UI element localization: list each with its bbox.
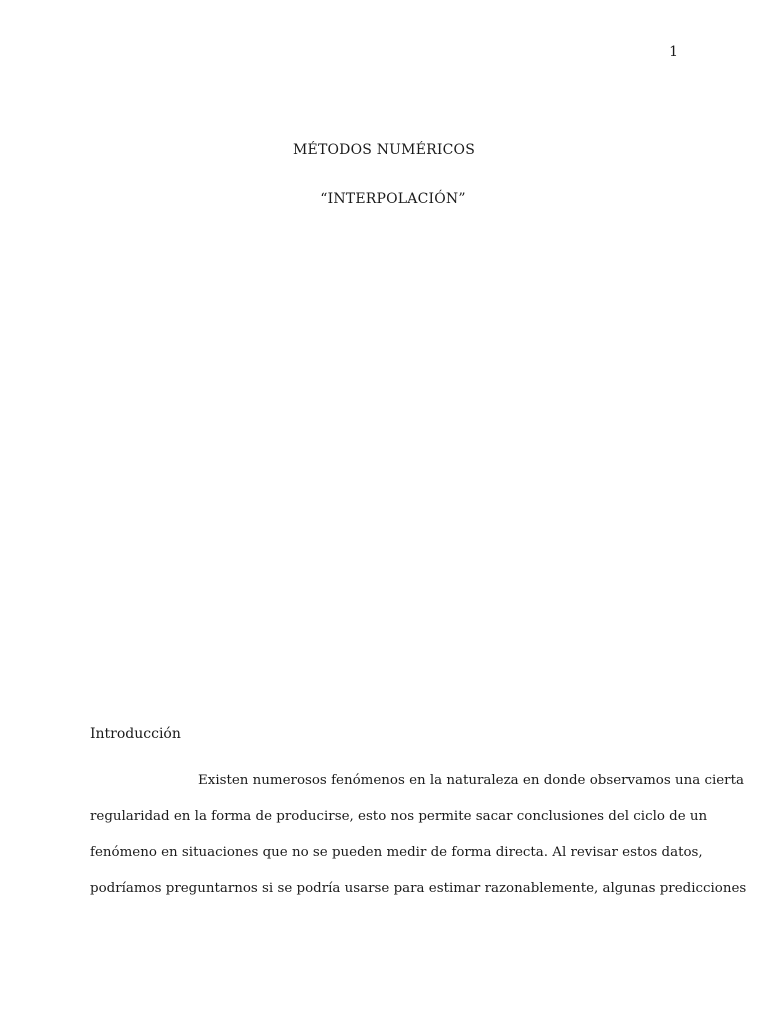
document-subtitle: “INTERPOLACIÓN” — [320, 191, 466, 207]
paragraph-line: Existen numerosos fenómenos en la naturaleza en donde observamos una cierta — [198, 773, 744, 788]
intro-paragraph — [90, 763, 747, 907]
paragraph-line: regularidad en la forma de producirse, esto nos permite sacar conclusiones del ciclo de un — [90, 809, 708, 824]
paragraph-line: fenómeno en situaciones que no se pueden medir de forma directa. Al revisar estos datos, — [90, 845, 703, 860]
document-title: MÉTODOS NUMÉRICOS — [293, 142, 475, 158]
section-heading-introduccion: Introducción — [90, 726, 181, 742]
page-number: 1 — [669, 44, 678, 60]
paragraph-line: podríamos preguntarnos si se podría usarse para estimar razonablemente, algunas predicciones — [90, 881, 747, 896]
